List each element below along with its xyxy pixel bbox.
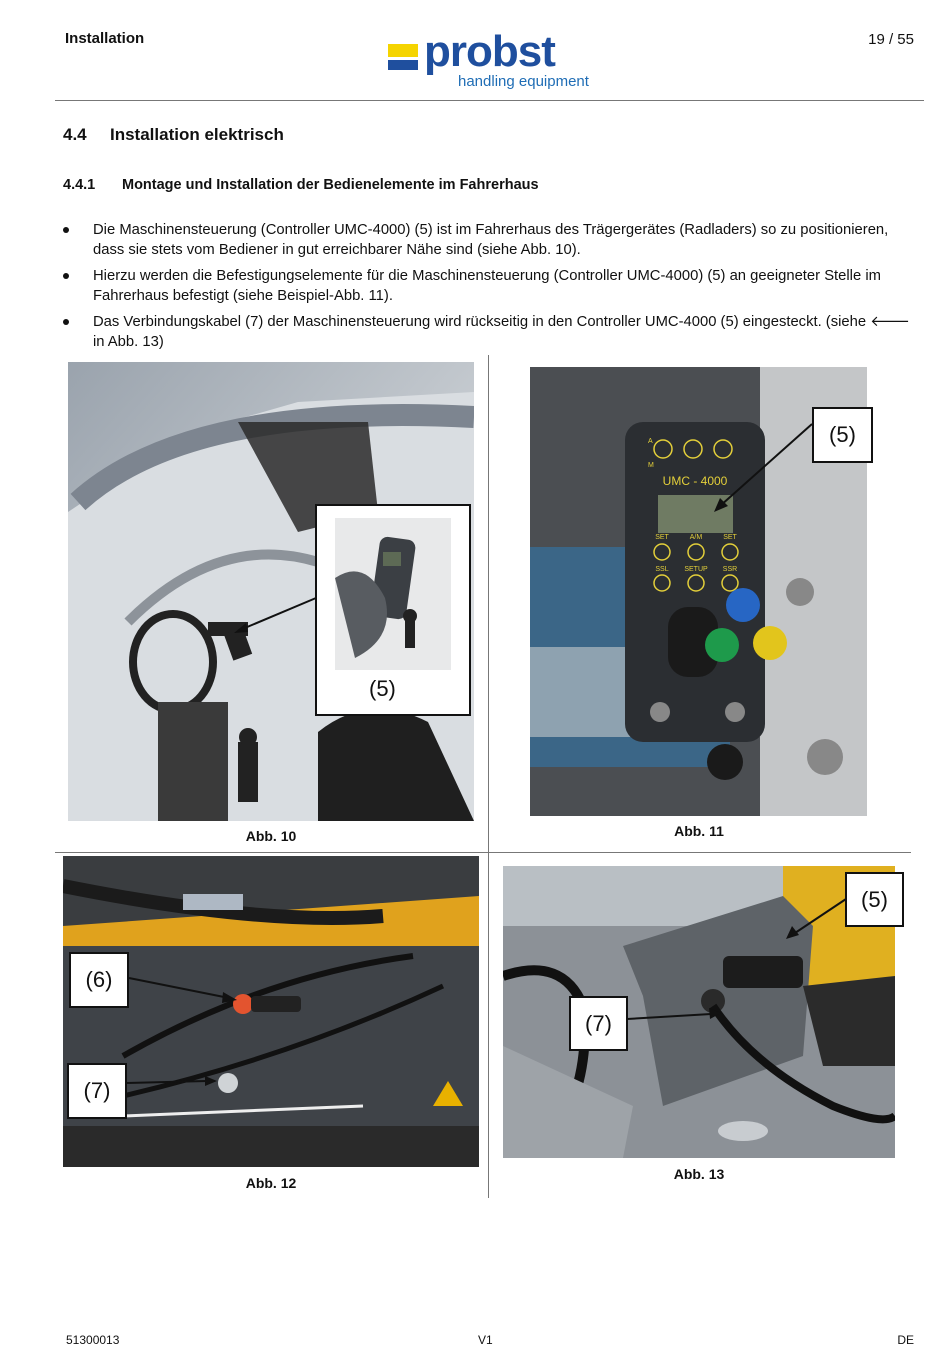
probst-logo bbox=[388, 27, 603, 94]
header-section-label: Installation bbox=[65, 30, 145, 47]
callout-arrow-abb13-7 bbox=[625, 1005, 725, 1030]
figure-grid-divider-vertical-bottom bbox=[488, 853, 489, 1198]
callout-label: (5) bbox=[369, 676, 396, 701]
figure-caption-abb13: Abb. 13 bbox=[673, 1166, 725, 1182]
device-button-label: SETUP bbox=[684, 566, 708, 573]
callout-arrow-abb13-5 bbox=[780, 895, 850, 945]
section-number: 4.4 bbox=[63, 125, 87, 144]
device-button-label: SSR bbox=[722, 566, 738, 573]
list-item bbox=[63, 220, 913, 260]
inset-controller-photo bbox=[335, 518, 451, 670]
subsection-title: Montage und Installation der Bedienelemente im Fahrerhaus bbox=[122, 177, 539, 193]
device-button-label: SET bbox=[655, 534, 669, 541]
bullet-icon bbox=[63, 319, 69, 325]
header-divider bbox=[55, 100, 924, 101]
list-item bbox=[63, 312, 913, 352]
section-heading bbox=[63, 125, 284, 145]
list-item-text: Hierzu werden die Befestigungselemente für die Maschinensteuerung (Controller UMC-4000) (5) an geeigneter Stelle im Fahrerhaus befestigt (siehe Beispiel-Abb. 11). bbox=[93, 268, 881, 304]
footer-doc-number: 51300013 bbox=[66, 1333, 120, 1347]
callout-label-abb12-7: (7) bbox=[67, 1063, 127, 1119]
device-button-label: A/M bbox=[689, 534, 703, 541]
figure-grid-divider-horizontal bbox=[55, 852, 911, 853]
figure-grid-divider-vertical-top bbox=[488, 355, 489, 853]
device-model-label: UMC - 4000 bbox=[662, 474, 728, 488]
logo-tagline: handling equipment bbox=[458, 73, 589, 90]
callout-label-abb13-5: (5) bbox=[845, 872, 904, 927]
bullet-icon bbox=[63, 273, 69, 279]
bullet-icon bbox=[63, 227, 69, 233]
callout-label-abb13-7: (7) bbox=[569, 996, 628, 1051]
instruction-list bbox=[63, 220, 913, 358]
list-item bbox=[63, 266, 913, 306]
subsection-heading bbox=[63, 177, 539, 193]
logo-word: probst bbox=[424, 27, 555, 76]
page-number: 19 / 55 bbox=[868, 31, 914, 48]
logo-bar-yellow bbox=[388, 44, 418, 57]
callout-label-abb12-6: (6) bbox=[69, 952, 129, 1008]
device-button-label: SSL bbox=[655, 566, 669, 573]
figure-caption-abb11: Abb. 11 bbox=[674, 823, 724, 839]
callout-arrow-abb12-7 bbox=[123, 1073, 223, 1093]
list-item-text: Die Maschinensteuerung (Controller UMC-4000) (5) ist im Fahrerhaus des Trägergerätes (Radladers) so zu positionieren, dass sie stets vom Bediener in gut erreichbarer Nähe sind (siehe Abb. 10). bbox=[93, 222, 889, 258]
logo-bar-blue bbox=[388, 60, 418, 70]
callout-label-abb11: (5) bbox=[812, 407, 873, 463]
callout-arrow-abb10 bbox=[230, 590, 320, 640]
device-side-letter-a: A bbox=[648, 438, 653, 445]
callout-arrow-abb12-6 bbox=[125, 970, 245, 1010]
subsection-number: 4.4.1 bbox=[63, 177, 96, 193]
footer-language: DE bbox=[897, 1333, 914, 1347]
device-side-letter-m: M bbox=[648, 462, 654, 469]
device-button-label: SET bbox=[723, 534, 737, 541]
footer-version: V1 bbox=[478, 1333, 493, 1347]
list-item-text: Das Verbindungskabel (7) der Maschinensteuerung wird rückseitig in den Controller UMC-4000 (5) eingesteckt. (siehe 🡐 in Abb. 13) bbox=[93, 314, 910, 350]
photo-cable-connections bbox=[63, 856, 479, 1167]
inset-detail-box bbox=[315, 504, 471, 716]
figure-caption-abb12: Abb. 12 bbox=[245, 1175, 297, 1191]
section-title: Installation elektrisch bbox=[110, 125, 284, 144]
callout-arrow-abb11 bbox=[700, 420, 820, 520]
figure-caption-abb10: Abb. 10 bbox=[245, 828, 297, 844]
